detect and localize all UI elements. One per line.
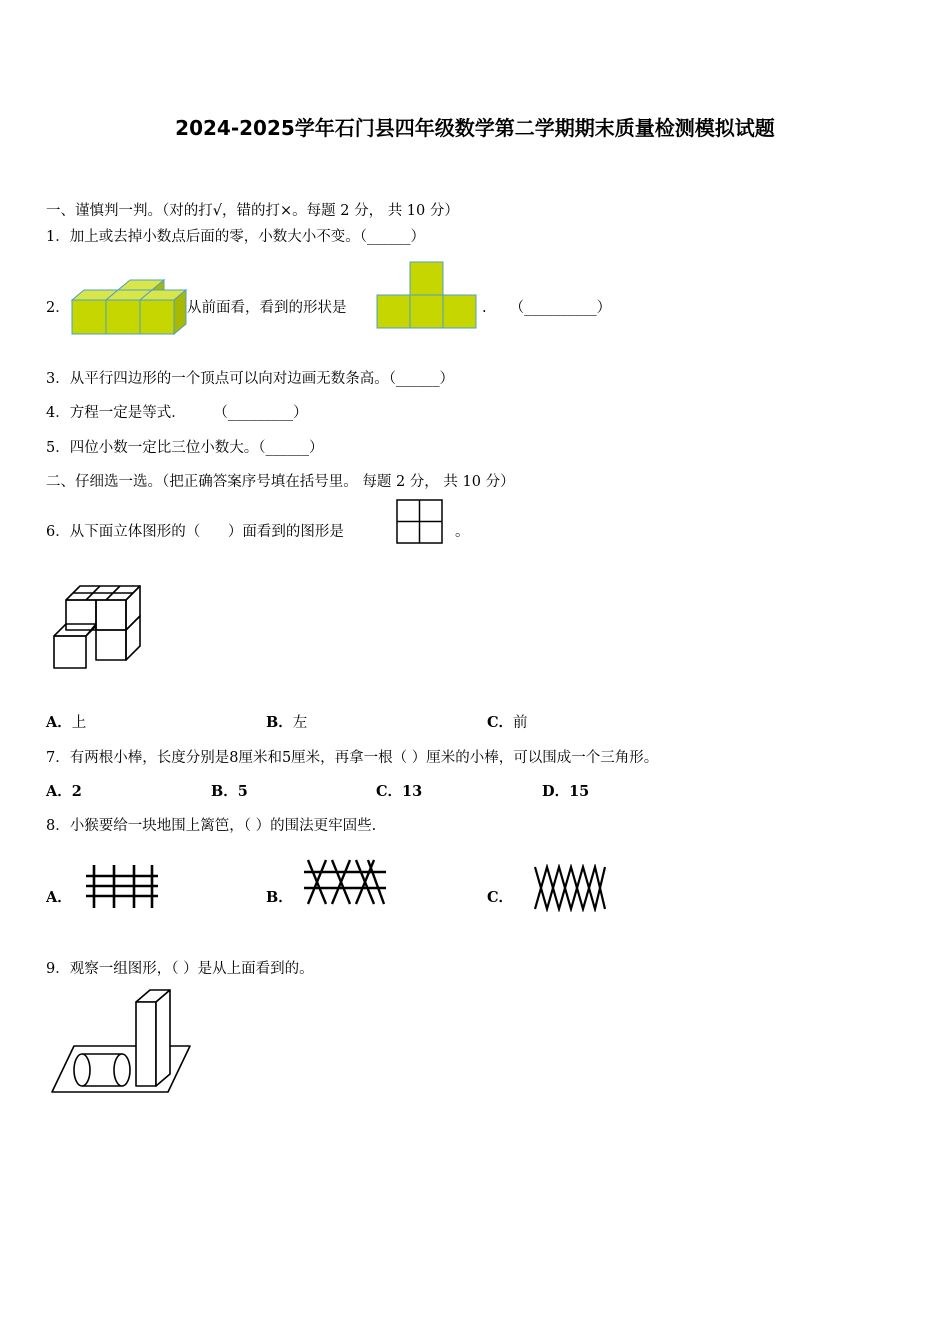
q7-option-d-letter: D． — [542, 783, 570, 800]
q8-option-a-fence-grid — [84, 862, 160, 910]
q7-option-d — [542, 782, 589, 802]
q7-option-d-text: 15 — [569, 783, 590, 800]
q6-option-a-letter: A． — [46, 714, 72, 731]
q9-cylinder-prism-figure — [48, 988, 196, 1096]
q8-option-a-letter: A． — [46, 889, 72, 906]
q8-option-a — [46, 888, 72, 908]
question-4: 4．方程一定是等式． （_________） — [46, 405, 308, 421]
q6-stacked-cubes-figure — [48, 580, 148, 672]
q7-option-a-letter: A． — [46, 783, 72, 800]
section1-header: 一、谨慎判一判。（对的打√，错的打×。每题 2 分， 共 10 分） — [46, 203, 459, 219]
q8-option-c-fence-zigzag — [532, 864, 608, 912]
q7-option-c-text: 13 — [402, 783, 423, 800]
question-2-number: 2． — [46, 300, 70, 316]
q6-option-c — [487, 713, 528, 733]
q6-option-b-text: 左 — [292, 715, 308, 731]
page-title: 2024-2025学年石门县四年级数学第二学期期末质量检测模拟试题 — [175, 116, 775, 140]
question-8: 8．小猴要给一块地围上篱笆，（ ）的围法更牢固些. — [46, 818, 377, 834]
q7-option-a-text: 2 — [71, 783, 82, 800]
question-6-tail: 。 — [455, 524, 470, 540]
q2-front-view-figure — [376, 261, 478, 330]
q6-option-b-letter: B． — [266, 714, 293, 731]
q6-option-c-text: 前 — [513, 715, 528, 731]
q6-option-a-text: 上 — [71, 715, 87, 731]
q8-option-b-letter: B． — [266, 889, 293, 906]
q7-option-c — [376, 782, 422, 802]
question-9: 9．观察一组图形，（ ）是从上面看到的。 — [46, 961, 314, 977]
question-5: 5．四位小数一定比三位小数大。（______） — [46, 440, 324, 456]
question-3: 3．从平行四边形的一个顶点可以向对边画无数条高。（______） — [46, 371, 454, 387]
q8-option-b-fence-cross — [302, 858, 388, 906]
question-6: 6．从下面立体图形的（ ）面看到的图形是 — [46, 524, 344, 540]
question-7: 7．有两根小棒，长度分别是8厘米和5厘米，再拿一根（ ）厘米的小棒，可以围成一个三角形。 — [46, 750, 659, 766]
q7-option-b — [211, 782, 248, 802]
q6-option-b — [266, 713, 307, 733]
question-2-text: 从前面看，看到的形状是 — [187, 300, 347, 316]
question-1: 1．加上或去掉小数点后面的零，小数大小不变。（______） — [46, 229, 425, 245]
q8-option-c-letter: C． — [487, 889, 514, 906]
q8-option-c — [487, 888, 513, 908]
q6-option-c-letter: C． — [487, 714, 514, 731]
q6-grid-view-figure — [396, 499, 444, 545]
q7-option-b-letter: B． — [211, 783, 238, 800]
section2-header: 二、仔细选一选。（把正确答案序号填在括号里。 每题 2 分， 共 10 分） — [46, 474, 515, 490]
q7-option-a — [46, 782, 82, 802]
q2-solid-cubes-figure — [70, 274, 188, 336]
q6-option-a — [46, 713, 86, 733]
q7-option-b-text: 5 — [237, 783, 248, 800]
q7-option-c-letter: C． — [376, 783, 403, 800]
question-2-tail: . （__________） — [482, 300, 612, 316]
q8-option-b — [266, 888, 293, 908]
